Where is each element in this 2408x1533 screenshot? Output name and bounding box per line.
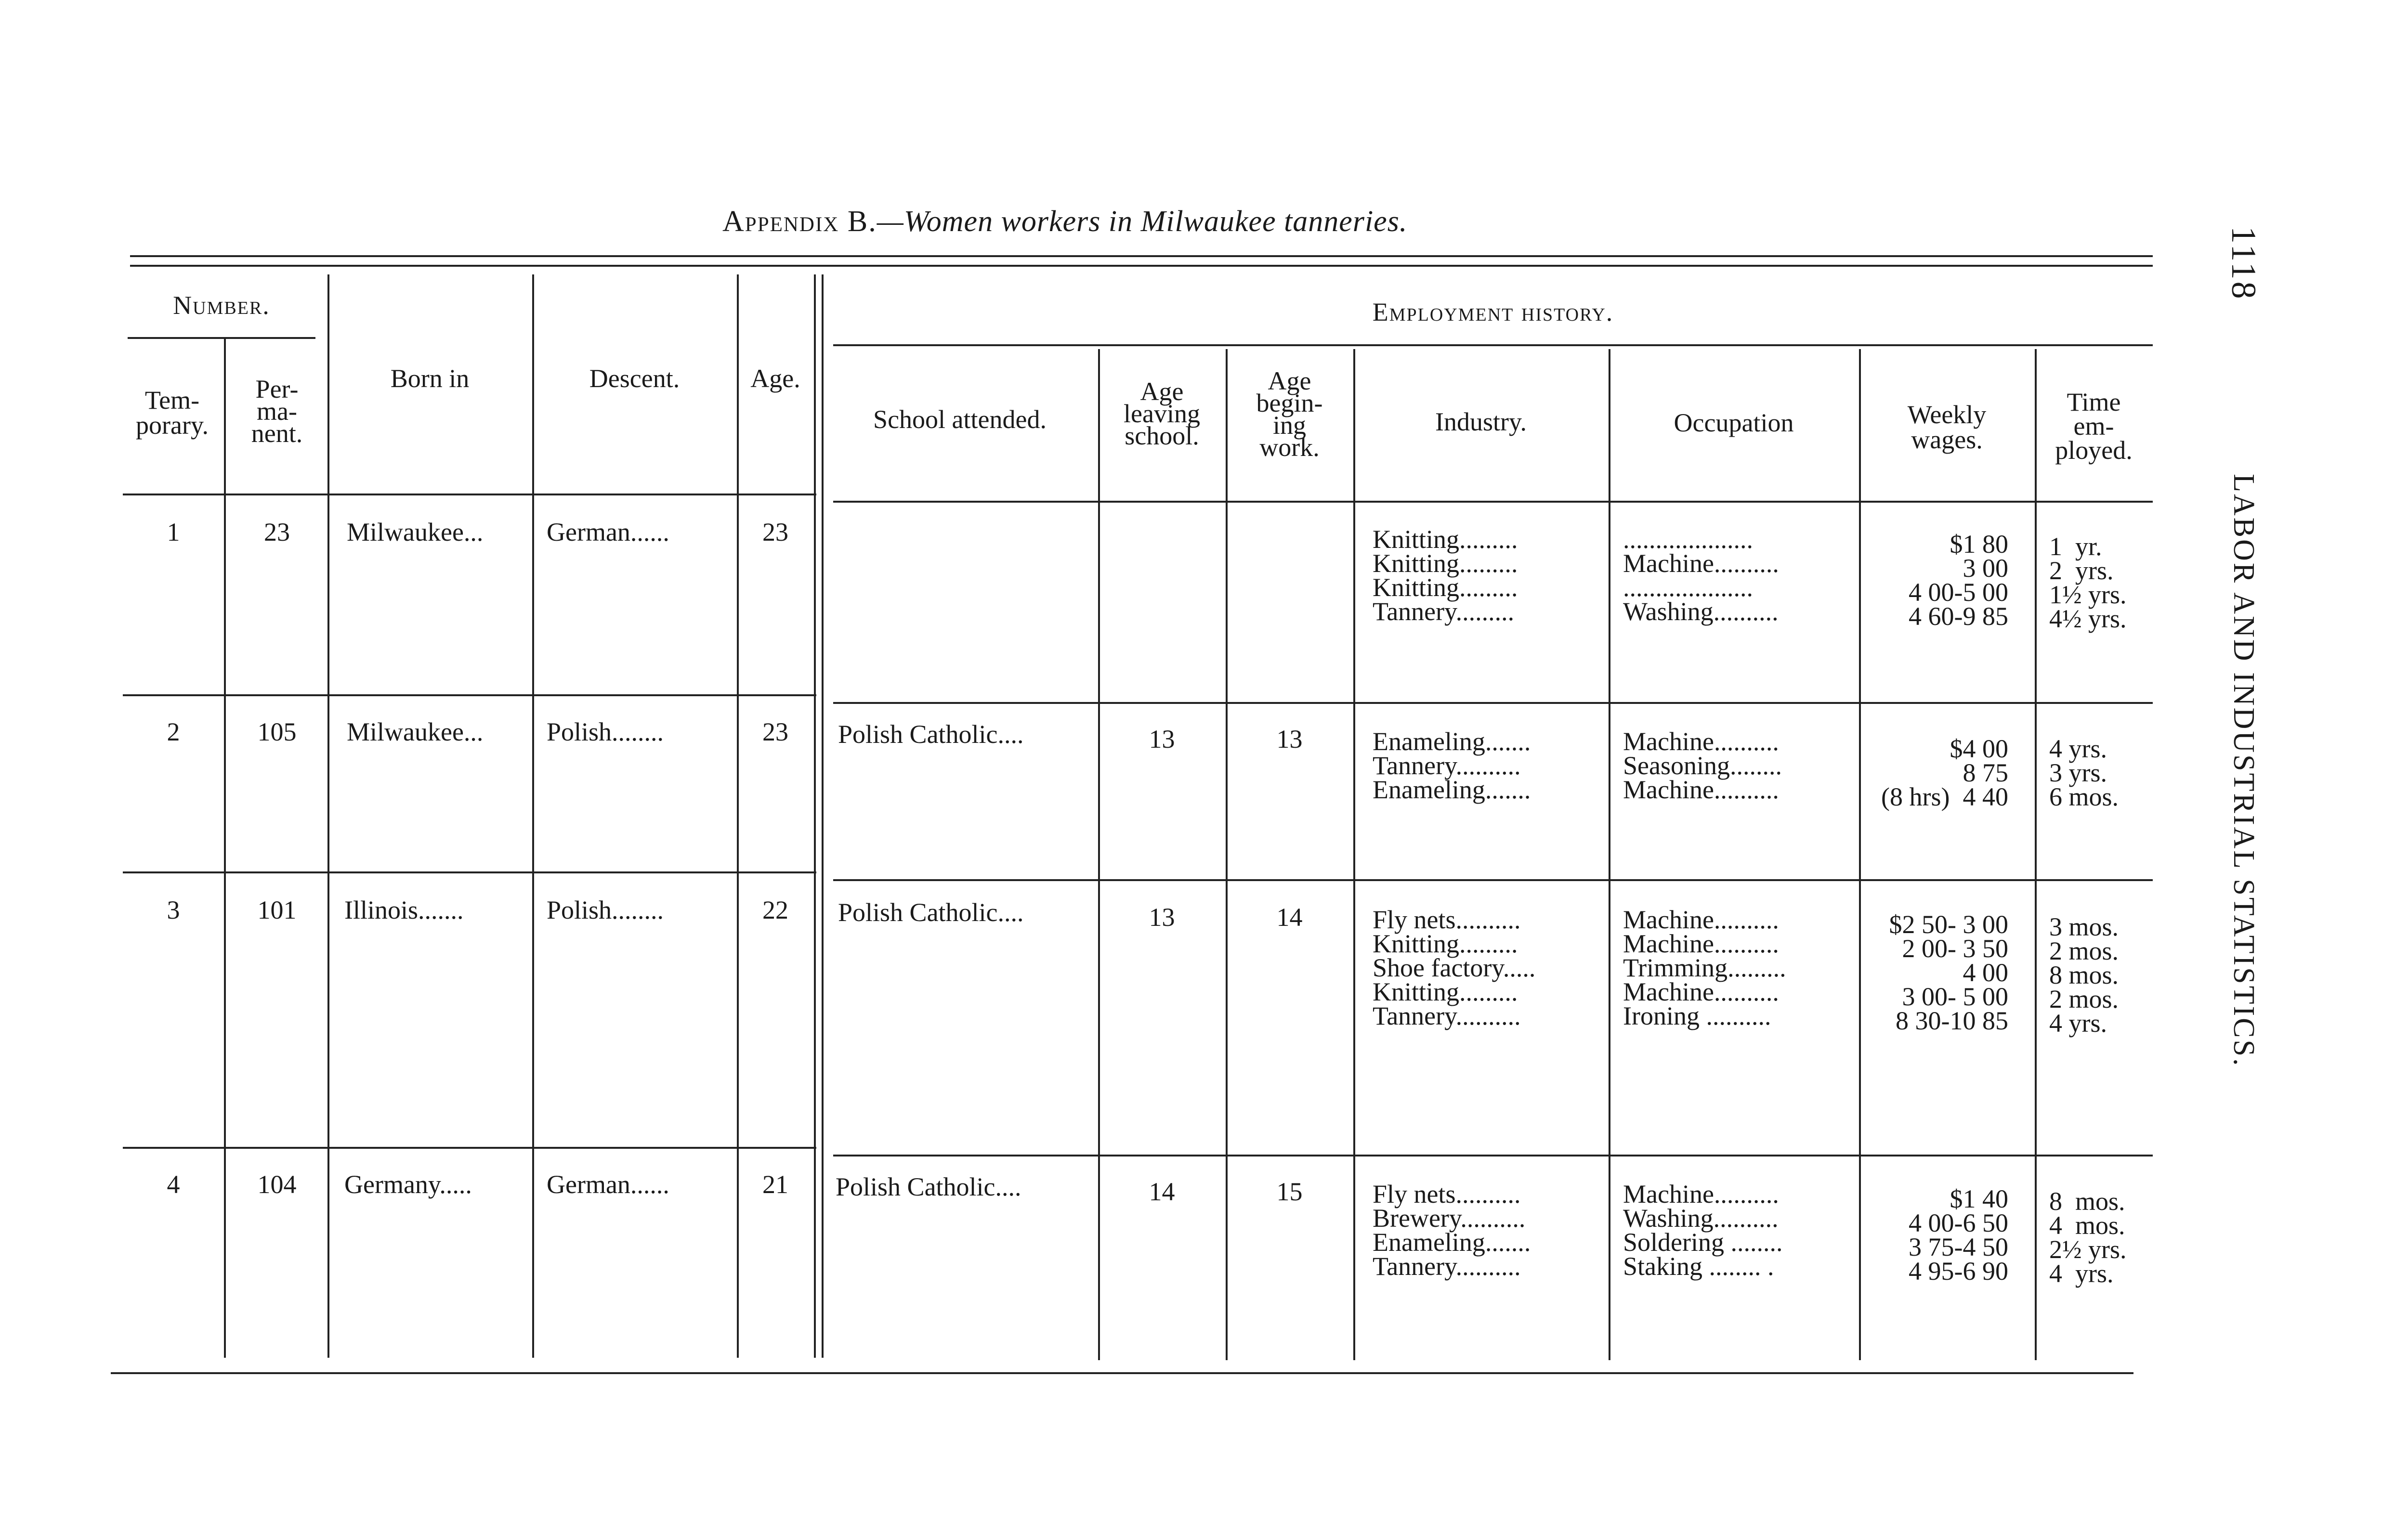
top-rule-2 — [130, 265, 2153, 267]
header-age: Age. — [750, 364, 800, 393]
cell-age-beginning: 14 — [1276, 903, 1303, 932]
number-group-rule — [128, 337, 315, 339]
cell-weekly-wages: $4 00 8 75 (8 hrs) 4 40 — [1881, 734, 2008, 811]
header-school: School attended. — [873, 405, 1047, 434]
header-industry: Industry. — [1435, 407, 1527, 436]
cell-temporary: 3 — [167, 896, 180, 924]
cell-temporary: 4 — [167, 1170, 180, 1199]
cell-age-leaving: 13 — [1149, 725, 1175, 754]
cell-born-in: Germany..... — [344, 1170, 472, 1199]
cell-descent: German...... — [547, 1170, 669, 1199]
col-rule-temp — [224, 337, 226, 1358]
cell-descent: Polish........ — [547, 717, 664, 746]
cell-temporary: 1 — [167, 518, 180, 546]
cell-born-in: Milwaukee... — [347, 717, 484, 746]
cell-occupation: .................... Machine.......... .................... Washing.......... — [1623, 525, 1779, 626]
cell-industry: Enameling....... Tannery.......... Enameling....... — [1373, 727, 1531, 804]
running-head: LABOR AND INDUSTRIAL STATISTICS. — [2227, 474, 2260, 1068]
cell-industry: Fly nets.......... Brewery.......... Enameling....... Tannery.......... — [1373, 1180, 1531, 1281]
header-age-beginning: Age begin- ing work. — [1256, 366, 1323, 462]
cell-age: 23 — [762, 518, 788, 546]
cell-temporary: 2 — [167, 717, 180, 746]
cell-industry: Knitting......... Knitting......... Knitting......... Tannery......... — [1373, 525, 1518, 626]
row-sep-1-right — [833, 702, 2153, 704]
cell-permanent: 105 — [257, 717, 297, 746]
title-italic: —Women workers in Milwaukee tanneries. — [877, 205, 1408, 238]
cell-school: Polish Catholic.... — [838, 720, 1024, 749]
cell-permanent: 23 — [264, 518, 290, 546]
cell-age: 21 — [762, 1170, 788, 1199]
row-sep-1-left — [123, 694, 816, 696]
cell-time-employed: 1 yr. 2 yrs. 1½ yrs. 4½ yrs. — [2049, 532, 2127, 633]
header-weekly-wages: Weekly wages. — [1907, 400, 1987, 454]
header-time-employed: Time em- ployed. — [2055, 388, 2133, 465]
header-permanent: Per- ma- nent. — [251, 375, 303, 448]
header-occupation: Occupation — [1674, 408, 1794, 437]
col-rule-born — [532, 274, 534, 1358]
cell-occupation: Machine.......... Washing.......... Soldering ........ Staking ........ . — [1623, 1180, 1783, 1281]
header-rule-left — [123, 494, 816, 495]
cell-permanent: 101 — [257, 896, 297, 924]
employment-group-rule — [833, 344, 2153, 346]
header-born-in: Born in — [390, 364, 470, 393]
cell-school: Polish Catholic.... — [838, 898, 1024, 927]
col-rule-industry — [1609, 349, 1610, 1360]
cell-school: Polish Catholic.... — [836, 1172, 1021, 1201]
cell-weekly-wages: $2 50- 3 00 2 00- 3 50 4 00 3 00- 5 00 8 30-10 85 — [1889, 910, 2008, 1035]
top-rule-1 — [130, 255, 2153, 257]
page-number: 1118 — [2225, 226, 2263, 301]
cell-occupation: Machine.......... Machine.......... Trimming......... Machine.......... Ironing .......... — [1623, 905, 1786, 1030]
cell-weekly-wages: $1 40 4 00-6 50 3 75-4 50 4 95-6 90 — [1909, 1184, 2008, 1286]
col-rule-beginning — [1353, 349, 1355, 1360]
row-sep-3-right — [833, 1155, 2153, 1156]
header-descent: Descent. — [589, 364, 680, 393]
cell-age-beginning: 13 — [1276, 725, 1303, 754]
cell-time-employed: 3 mos. 2 mos. 8 mos. 2 mos. 4 yrs. — [2049, 912, 2119, 1038]
col-rule-leaving — [1226, 349, 1228, 1360]
header-age-leaving: Age leaving school. — [1124, 377, 1200, 450]
header-number-group: Number. — [173, 291, 270, 320]
col-rule-age-a — [814, 274, 816, 1358]
bottom-rule — [111, 1372, 2133, 1374]
header-rule-right — [833, 501, 2153, 503]
header-temporary: Tem- porary. — [136, 386, 209, 440]
cell-occupation: Machine.......... Seasoning........ Machine.......... — [1623, 727, 1782, 804]
cell-descent: Polish........ — [547, 896, 664, 924]
cell-age: 22 — [762, 896, 788, 924]
cell-born-in: Milwaukee... — [347, 518, 484, 546]
cell-born-in: Illinois....... — [344, 896, 464, 924]
row-sep-2-left — [123, 871, 816, 873]
cell-weekly-wages: $1 80 3 00 4 00-5 00 4 60-9 85 — [1909, 530, 2008, 631]
col-rule-school — [1098, 349, 1100, 1360]
cell-time-employed: 8 mos. 4 mos. 2½ yrs. 4 yrs. — [2049, 1187, 2127, 1288]
title-prefix: Appendix B. — [722, 205, 877, 238]
cell-descent: German...... — [547, 518, 669, 546]
col-rule-age-b — [822, 274, 824, 1358]
cell-industry: Fly nets.......... Knitting......... Shoe factory..... Knitting......... Tannery.......... — [1373, 905, 1536, 1030]
row-sep-2-right — [833, 879, 2153, 881]
cell-permanent: 104 — [257, 1170, 297, 1199]
cell-time-employed: 4 yrs. 3 yrs. 6 mos. — [2049, 734, 2119, 811]
running-head-block — [2206, 226, 2264, 1199]
col-rule-perm — [327, 274, 329, 1358]
cell-age-leaving: 14 — [1149, 1177, 1175, 1206]
table-title — [722, 205, 1407, 239]
row-sep-3-left — [123, 1147, 816, 1149]
cell-age: 23 — [762, 717, 788, 746]
col-rule-wages — [2035, 349, 2037, 1360]
header-employment-group: Employment history. — [1372, 298, 1614, 326]
cell-age-beginning: 15 — [1276, 1177, 1303, 1206]
cell-age-leaving: 13 — [1149, 903, 1175, 932]
